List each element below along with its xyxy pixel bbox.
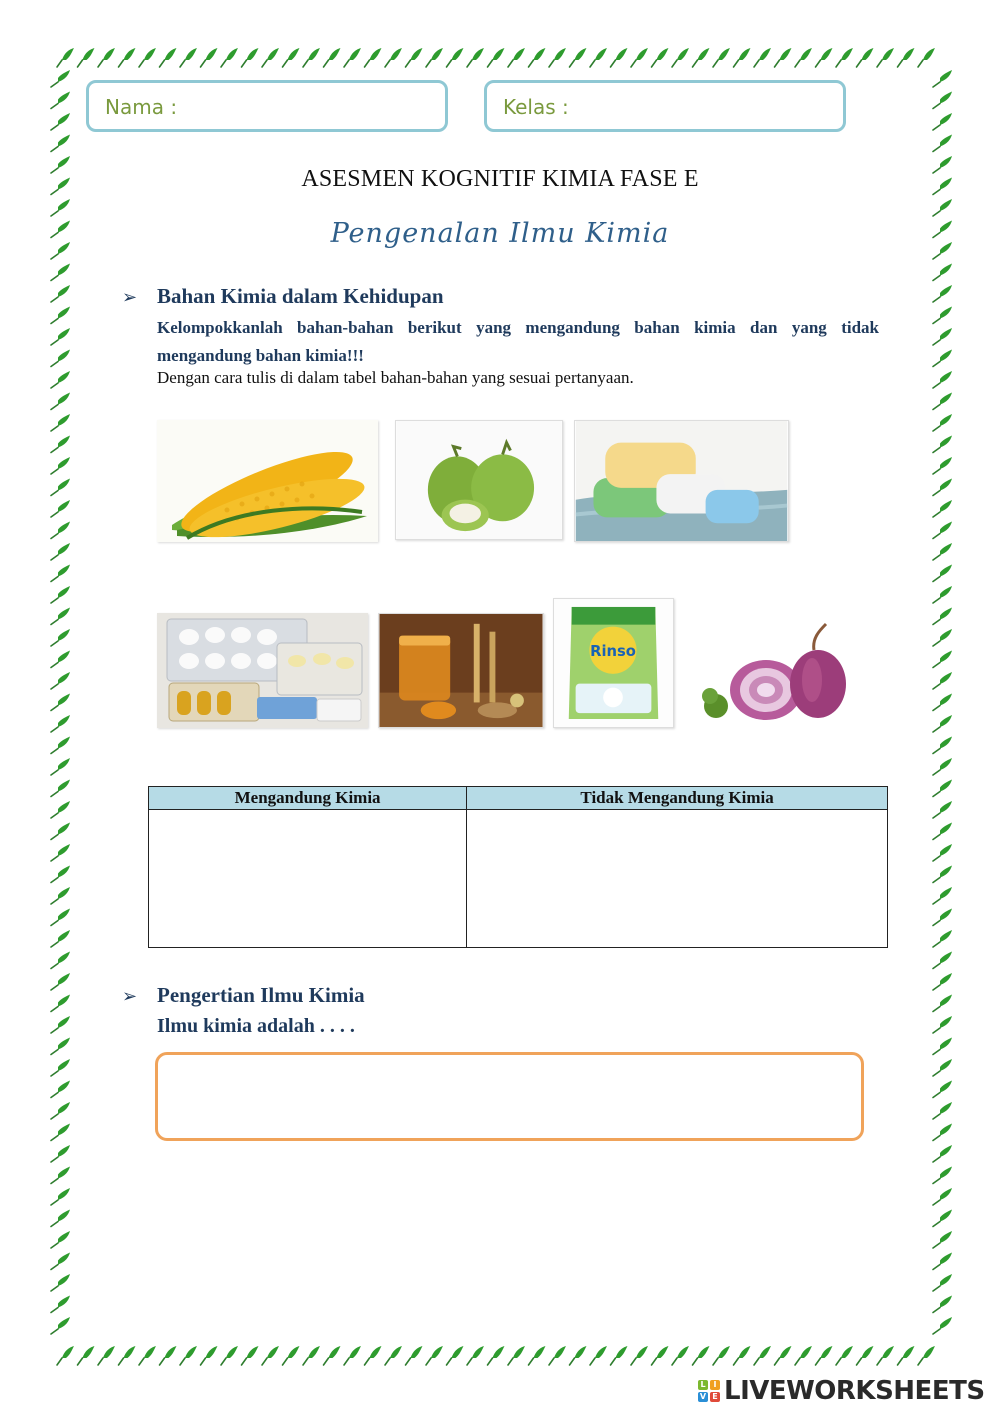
leaf-border-segment bbox=[51, 393, 70, 410]
leaf-border-segment bbox=[734, 48, 751, 67]
leaf-border-segment bbox=[51, 135, 70, 152]
leaf-border-segment bbox=[51, 1210, 70, 1227]
leaf-border-segment bbox=[242, 1346, 259, 1365]
leaf-border-segment bbox=[51, 1038, 70, 1055]
leaf-border-segment bbox=[529, 48, 546, 67]
leaf-border-segment bbox=[201, 1346, 218, 1365]
logo-letter: V bbox=[699, 1392, 707, 1401]
leaf-border-segment bbox=[933, 1102, 952, 1119]
leaf-border-segment bbox=[51, 1274, 70, 1291]
leaf-border-segment bbox=[51, 1124, 70, 1141]
leaf-border-segment bbox=[139, 1346, 156, 1365]
leaf-border-segment bbox=[51, 909, 70, 926]
leaf-border-segment bbox=[933, 113, 952, 130]
leaf-border-segment bbox=[816, 48, 833, 67]
leaf-border-segment bbox=[406, 48, 423, 67]
leaf-border-segment bbox=[51, 887, 70, 904]
leaf-border-segment bbox=[933, 92, 952, 109]
leaf-border-segment bbox=[303, 1346, 320, 1365]
leaf-border-segment bbox=[933, 1145, 952, 1162]
instruction-bold: Kelompokkanlah bahan-bahan berikut yang mengandung bahan kimia dan yang tidak mengandung bahan kimia!!! bbox=[157, 318, 879, 365]
leaf-border-segment bbox=[51, 1016, 70, 1033]
leaf-border-segment bbox=[51, 930, 70, 947]
leaf-border-segment bbox=[303, 48, 320, 67]
leaf-border-segment bbox=[933, 414, 952, 431]
leaf-border-segment bbox=[262, 1346, 279, 1365]
leaf-border-segment bbox=[51, 952, 70, 969]
leaf-border-segment bbox=[570, 1346, 587, 1365]
leaf-border-segment bbox=[611, 48, 628, 67]
leaf-border-segment bbox=[933, 543, 952, 560]
leaf-border-segment bbox=[51, 414, 70, 431]
leaf-border-segment bbox=[775, 1346, 792, 1365]
leaf-border-segment bbox=[734, 1346, 751, 1365]
leaf-border-segment bbox=[754, 1346, 771, 1365]
leaf-border-segment bbox=[933, 1081, 952, 1098]
leaf-border-segment bbox=[51, 780, 70, 797]
section-heading-pengertian: Pengertian Ilmu Kimia bbox=[157, 983, 365, 1007]
leaf-border-segment bbox=[933, 1253, 952, 1270]
leaf-border-segment bbox=[221, 48, 238, 67]
liveworksheets-wordmark: LIVEWORKSHEETS bbox=[724, 1376, 985, 1406]
leaf-border-segment bbox=[119, 48, 136, 67]
leaf-border-segment bbox=[344, 1346, 361, 1365]
leaf-border-segment bbox=[51, 307, 70, 324]
leaf-border-segment bbox=[51, 801, 70, 818]
leaf-border-segment bbox=[933, 651, 952, 668]
leaf-border-segment bbox=[51, 328, 70, 345]
leaf-border-segment bbox=[933, 393, 952, 410]
leaf-border-segment bbox=[836, 1346, 853, 1365]
leaf-border-segment bbox=[933, 522, 952, 539]
leaf-border-segment bbox=[201, 48, 218, 67]
leaf-border-segment bbox=[933, 70, 952, 87]
section-heading-bahan-kimia: Bahan Kimia dalam Kehidupan bbox=[157, 284, 444, 308]
leaf-border-segment bbox=[283, 48, 300, 67]
leaf-border-segment bbox=[933, 328, 952, 345]
leaf-border-segment bbox=[51, 1102, 70, 1119]
leaf-border-segment bbox=[898, 1346, 915, 1365]
leaf-border-segment bbox=[385, 48, 402, 67]
leaf-border-segment bbox=[933, 887, 952, 904]
leaf-border-segment bbox=[51, 608, 70, 625]
leaf-border-segment bbox=[51, 629, 70, 646]
leaf-border-segment bbox=[98, 48, 115, 67]
leaf-border-segment bbox=[57, 48, 74, 67]
leaf-border-segment bbox=[933, 1231, 952, 1248]
leaf-border-segment bbox=[98, 1346, 115, 1365]
leaf-border-segment bbox=[508, 48, 525, 67]
leaf-border-segment bbox=[631, 48, 648, 67]
leaf-border-segment bbox=[918, 1346, 935, 1365]
table-header-contains-chemical: Mengandung Kimia bbox=[149, 787, 467, 810]
leaf-border-segment bbox=[51, 715, 70, 732]
class-field[interactable] bbox=[484, 80, 846, 132]
leaf-border-segment bbox=[933, 672, 952, 689]
leaf-border-segment bbox=[51, 113, 70, 130]
class-label: Kelas : bbox=[503, 95, 569, 119]
leaf-border-segment bbox=[51, 672, 70, 689]
leaf-border-segment bbox=[221, 1346, 238, 1365]
leaf-border-segment bbox=[447, 48, 464, 67]
leaf-border-segment bbox=[51, 92, 70, 109]
leaf-border-segment bbox=[57, 1346, 74, 1365]
name-label: Nama : bbox=[105, 95, 178, 119]
leaf-border-segment bbox=[933, 737, 952, 754]
leaf-border-segment bbox=[933, 199, 952, 216]
leaf-border-segment bbox=[549, 1346, 566, 1365]
sorting-table bbox=[148, 786, 888, 948]
leaf-border-segment bbox=[242, 48, 259, 67]
answer-cell-contains-chemical[interactable] bbox=[149, 810, 467, 948]
page-title: ASESMEN KOGNITIF KIMIA FASE E bbox=[301, 166, 699, 192]
leaf-border-segment bbox=[51, 436, 70, 453]
name-field[interactable] bbox=[86, 80, 448, 132]
leaf-border-segment bbox=[160, 48, 177, 67]
corn-photo bbox=[157, 420, 378, 542]
leaf-border-segment bbox=[933, 758, 952, 775]
leaf-border-segment bbox=[933, 866, 952, 883]
leaf-border-segment bbox=[590, 48, 607, 67]
leaf-border-segment bbox=[693, 1346, 710, 1365]
leaf-border-segment bbox=[933, 823, 952, 840]
leaf-border-segment bbox=[488, 1346, 505, 1365]
leaf-border-segment bbox=[933, 479, 952, 496]
leaf-border-segment bbox=[51, 995, 70, 1012]
leaf-border-segment bbox=[652, 1346, 669, 1365]
definition-answer-field[interactable] bbox=[155, 1052, 864, 1141]
leaf-border-segment bbox=[180, 1346, 197, 1365]
leaf-border-segment bbox=[933, 1274, 952, 1291]
leaf-border-segment bbox=[467, 48, 484, 67]
leaf-border-segment bbox=[324, 1346, 341, 1365]
leaf-border-segment bbox=[857, 1346, 874, 1365]
leaf-border-segment bbox=[570, 48, 587, 67]
leaf-border-segment bbox=[426, 1346, 443, 1365]
leaf-border-segment bbox=[447, 1346, 464, 1365]
leaf-border-segment bbox=[933, 135, 952, 152]
leaf-border-segment bbox=[933, 930, 952, 947]
leaf-border-segment bbox=[795, 48, 812, 67]
leaf-border-segment bbox=[933, 565, 952, 582]
leaf-border-segment bbox=[933, 264, 952, 281]
leaf-border-segment bbox=[775, 48, 792, 67]
leaf-border-segment bbox=[933, 1038, 952, 1055]
leaf-border-segment bbox=[549, 48, 566, 67]
leaf-border-segment bbox=[816, 1346, 833, 1365]
leaf-border-segment bbox=[385, 1346, 402, 1365]
leaf-border-segment bbox=[933, 995, 952, 1012]
logo-letter: E bbox=[710, 1392, 720, 1402]
leaf-border-segment bbox=[857, 48, 874, 67]
liveworksheets-logo-icon bbox=[698, 1380, 720, 1402]
leaf-border-segment bbox=[693, 48, 710, 67]
leaf-border-segment bbox=[51, 758, 70, 775]
leaf-border-segment bbox=[933, 608, 952, 625]
leaf-border-segment bbox=[51, 866, 70, 883]
instruction-normal: Dengan cara tulis di dalam tabel bahan-bahan yang sesuai pertanyaan. bbox=[157, 368, 634, 387]
leaf-border-segment bbox=[652, 48, 669, 67]
leaf-border-segment bbox=[283, 1346, 300, 1365]
leaf-border-segment bbox=[51, 973, 70, 990]
leaf-border-segment bbox=[611, 1346, 628, 1365]
medicine-pills-photo bbox=[157, 613, 368, 728]
leaf-border-segment bbox=[51, 1317, 70, 1334]
leaf-border-segment bbox=[933, 844, 952, 861]
leaf-border-segment bbox=[836, 48, 853, 67]
arrowhead-bullet-icon: ➢ bbox=[122, 287, 138, 307]
leaf-border-segment bbox=[508, 1346, 525, 1365]
coconut-photo bbox=[395, 420, 563, 540]
leaf-border-segment bbox=[933, 371, 952, 388]
leaf-border-segment bbox=[933, 500, 952, 517]
leaf-border-segment bbox=[51, 1188, 70, 1205]
leaf-border-segment bbox=[51, 844, 70, 861]
leaf-border-segment bbox=[51, 1167, 70, 1184]
leaf-border-segment bbox=[933, 1059, 952, 1076]
leaf-border-segment bbox=[754, 48, 771, 67]
leaf-border-segment bbox=[51, 371, 70, 388]
leaf-border-segment bbox=[51, 70, 70, 87]
leaf-border-segment bbox=[933, 694, 952, 711]
leaf-border-segment bbox=[467, 1346, 484, 1365]
leaf-border-segment bbox=[51, 457, 70, 474]
leaf-border-segment bbox=[119, 1346, 136, 1365]
leaf-border-segment bbox=[933, 307, 952, 324]
leaf-border-segment bbox=[365, 1346, 382, 1365]
leaf-border-segment bbox=[51, 1296, 70, 1313]
leaf-border-segment bbox=[426, 48, 443, 67]
leaf-border-segment bbox=[933, 1124, 952, 1141]
leaf-border-segment bbox=[933, 1296, 952, 1313]
leaf-border-segment bbox=[51, 1059, 70, 1076]
leaf-border-segment bbox=[933, 1188, 952, 1205]
leaf-border-segment bbox=[877, 1346, 894, 1365]
leaf-border-segment bbox=[933, 350, 952, 367]
leaf-border-segment bbox=[933, 780, 952, 797]
soap-photo bbox=[574, 420, 789, 542]
leaf-border-segment bbox=[898, 48, 915, 67]
detergent-package-photo bbox=[553, 598, 674, 728]
leaf-border-segment bbox=[933, 801, 952, 818]
answer-cell-no-chemical[interactable] bbox=[467, 810, 888, 948]
herbal-drink-photo bbox=[378, 613, 544, 728]
leaf-border-segment bbox=[672, 1346, 689, 1365]
page-subtitle: Pengenalan Ilmu Kimia bbox=[330, 218, 670, 249]
leaf-border-segment bbox=[51, 1081, 70, 1098]
leaf-border-segment bbox=[324, 48, 341, 67]
leaf-border-segment bbox=[365, 48, 382, 67]
leaf-border-segment bbox=[51, 350, 70, 367]
leaf-border-segment bbox=[51, 264, 70, 281]
leaf-border-segment bbox=[406, 1346, 423, 1365]
leaf-border-segment bbox=[713, 1346, 730, 1365]
leaf-border-segment bbox=[51, 543, 70, 560]
leaf-border-segment bbox=[933, 1016, 952, 1033]
leaf-border-segment bbox=[933, 715, 952, 732]
leaf-border-segment bbox=[933, 1210, 952, 1227]
leaf-border-segment bbox=[51, 285, 70, 302]
logo-letter: I bbox=[710, 1380, 720, 1390]
liveworksheets-logo bbox=[698, 1376, 985, 1406]
leaf-border-segment bbox=[78, 48, 95, 67]
leaf-border-segment bbox=[933, 973, 952, 990]
leaf-border-segment bbox=[590, 1346, 607, 1365]
leaf-border-segment bbox=[51, 651, 70, 668]
definition-prompt: Ilmu kimia adalah . . . . bbox=[157, 1015, 355, 1037]
leaf-border-segment bbox=[180, 48, 197, 67]
leaf-border-segment bbox=[933, 285, 952, 302]
leaf-border-segment bbox=[672, 48, 689, 67]
leaf-border-segment bbox=[918, 48, 935, 67]
leaf-border-segment bbox=[51, 1145, 70, 1162]
leaf-border-segment bbox=[51, 199, 70, 216]
logo-letter: L bbox=[698, 1380, 708, 1390]
leaf-border-segment bbox=[160, 1346, 177, 1365]
leaf-border-segment bbox=[933, 1317, 952, 1334]
leaf-border-segment bbox=[529, 1346, 546, 1365]
leaf-border-segment bbox=[51, 694, 70, 711]
table-header-no-chemical: Tidak Mengandung Kimia bbox=[467, 787, 888, 810]
leaf-border-segment bbox=[933, 1167, 952, 1184]
leaf-border-segment bbox=[795, 1346, 812, 1365]
leaf-border-segment bbox=[51, 737, 70, 754]
leaf-border-segment bbox=[713, 48, 730, 67]
leaf-border-segment bbox=[933, 586, 952, 603]
leaf-border-segment bbox=[631, 1346, 648, 1365]
shallot-photo bbox=[694, 610, 864, 728]
arrowhead-bullet-icon: ➢ bbox=[122, 986, 138, 1006]
leaf-border-segment bbox=[51, 500, 70, 517]
leaf-border-segment bbox=[262, 48, 279, 67]
leaf-border-segment bbox=[933, 952, 952, 969]
leaf-border-segment bbox=[51, 479, 70, 496]
leaf-border-segment bbox=[51, 1253, 70, 1270]
leaf-border-segment bbox=[51, 823, 70, 840]
leaf-border-segment bbox=[78, 1346, 95, 1365]
leaf-border-segment bbox=[139, 48, 156, 67]
leaf-border-segment bbox=[51, 586, 70, 603]
leaf-border-segment bbox=[51, 1231, 70, 1248]
detergent-brand-label: Rinso bbox=[590, 643, 636, 661]
leaf-border-segment bbox=[933, 457, 952, 474]
leaf-border-segment bbox=[933, 909, 952, 926]
leaf-border-segment bbox=[933, 436, 952, 453]
leaf-border-segment bbox=[933, 629, 952, 646]
leaf-border-segment bbox=[344, 48, 361, 67]
leaf-border-segment bbox=[51, 565, 70, 582]
leaf-border-segment bbox=[488, 48, 505, 67]
leaf-border-segment bbox=[877, 48, 894, 67]
leaf-border-segment bbox=[51, 522, 70, 539]
